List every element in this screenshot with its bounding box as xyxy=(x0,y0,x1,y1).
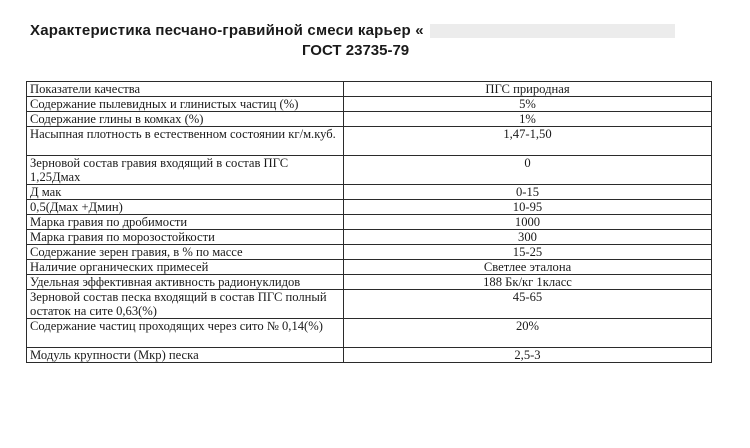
row-value: 45-65 xyxy=(344,290,712,319)
row-value: 15-25 xyxy=(344,245,712,260)
row-value: 0 xyxy=(344,156,712,185)
table-row xyxy=(27,348,712,363)
table-header-row xyxy=(27,82,712,97)
row-parameter: 0,5(Дмах +Дмин) xyxy=(27,200,344,215)
specification-table xyxy=(26,81,712,363)
row-value: 0-15 xyxy=(344,185,712,200)
row-parameter: Зерновой состав гравия входящий в состав ПГС 1,25Дмах xyxy=(27,156,344,185)
row-value: 1000 xyxy=(344,215,712,230)
title-block xyxy=(30,22,730,59)
table-row xyxy=(27,112,712,127)
table-row xyxy=(27,245,712,260)
standard-reference: ГОСТ 23735-79 xyxy=(302,42,410,59)
table-row xyxy=(27,215,712,230)
row-parameter: Удельная эффективная активность радионуклидов xyxy=(27,275,344,290)
table-row xyxy=(27,319,712,348)
row-value: 1% xyxy=(344,112,712,127)
row-parameter: Содержание пылевидных и глинистых частиц (%) xyxy=(27,97,344,112)
row-value: 5% xyxy=(344,97,712,112)
document-title-line xyxy=(30,22,730,39)
row-value: Светлее эталона xyxy=(344,260,712,275)
row-value: 300 xyxy=(344,230,712,245)
column-header-parameter: Показатели качества xyxy=(27,82,344,97)
row-parameter: Марка гравия по морозостойкости xyxy=(27,230,344,245)
row-parameter: Насыпная плотность в естественном состоянии кг/м.куб. xyxy=(27,127,344,156)
table-row xyxy=(27,185,712,200)
row-value: 188 Бк/кг 1класс xyxy=(344,275,712,290)
table-row xyxy=(27,156,712,185)
table-row xyxy=(27,275,712,290)
table-row xyxy=(27,97,712,112)
row-parameter: Д мак xyxy=(27,185,344,200)
row-parameter: Наличие органических примесей xyxy=(27,260,344,275)
table-row xyxy=(27,290,712,319)
table-row xyxy=(27,230,712,245)
table-row xyxy=(27,200,712,215)
redacted-area xyxy=(430,24,675,38)
row-parameter: Зерновой состав песка входящий в состав ПГС полный остаток на сите 0,63(%) xyxy=(27,290,344,319)
table-row xyxy=(27,260,712,275)
document-title: Характеристика песчано-гравийной смеси карьер « xyxy=(30,22,424,39)
row-parameter: Содержание глины в комках (%) xyxy=(27,112,344,127)
row-parameter: Марка гравия по дробимости xyxy=(27,215,344,230)
row-parameter: Модуль крупности (Мкр) песка xyxy=(27,348,344,363)
row-value: 1,47-1,50 xyxy=(344,127,712,156)
row-value: 10-95 xyxy=(344,200,712,215)
row-parameter: Содержание зерен гравия, в % по массе xyxy=(27,245,344,260)
row-value: 2,5-3 xyxy=(344,348,712,363)
column-header-value: ПГС природная xyxy=(344,82,712,97)
row-value: 20% xyxy=(344,319,712,348)
table-row xyxy=(27,127,712,156)
row-parameter: Содержание частиц проходящих через сито № 0,14(%) xyxy=(27,319,344,348)
